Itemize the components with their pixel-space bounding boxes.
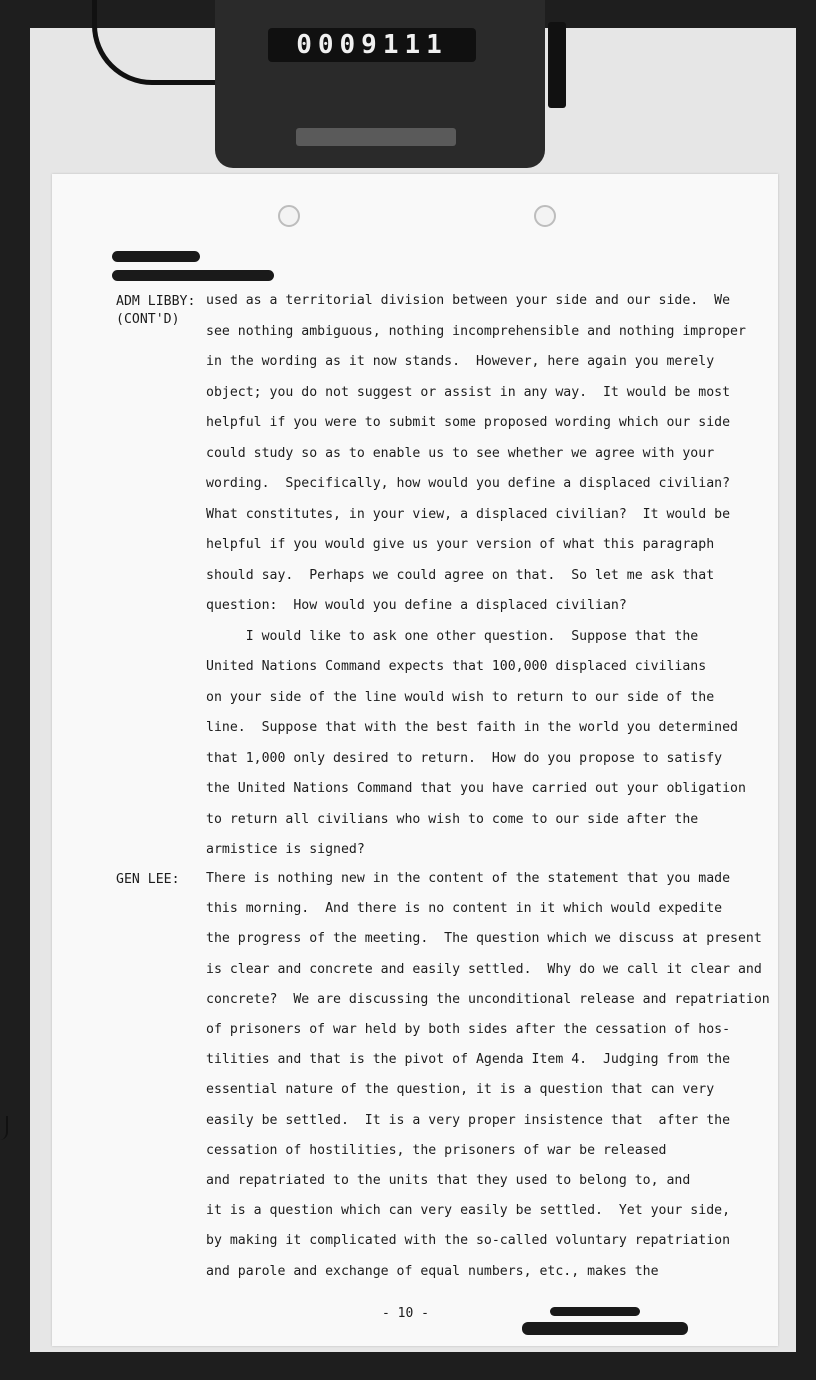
- text-line: United Nations Command expects that 100,000 displaced civilians: [206, 659, 707, 674]
- text-line: the United Nations Command that you have carried out your obligation: [206, 781, 746, 796]
- text-line: wording. Specifically, how would you define a displaced civilian?: [206, 476, 731, 491]
- text-line: this morning. And there is no content in it which would expedite: [206, 901, 723, 917]
- text-line: see nothing ambiguous, nothing incomprehensible and nothing improper: [206, 323, 746, 339]
- margin-mark: [0, 1116, 8, 1140]
- text-line: tilities and that is the pivot of Agenda Item 4. Judging from the: [206, 1052, 731, 1068]
- document-text: [52, 174, 778, 1346]
- frame-counter-digits: 0009111: [296, 30, 448, 60]
- speaker-label-libby: ADM LIBBY: (CONT'D): [116, 294, 196, 327]
- text-line: and parole and exchange of equal numbers, etc., makes the: [206, 1263, 659, 1279]
- redaction-bar-footer-2: [522, 1322, 688, 1335]
- text-line: could study so as to enable us to see whether we agree with your: [206, 445, 715, 461]
- frame-counter-window: [268, 28, 476, 62]
- text-line: that 1,000 only desired to return. How do you propose to satisfy: [206, 750, 723, 766]
- text-line: used as a territorial division between your side and our side. We: [206, 293, 731, 308]
- text-line: in the wording as it now stands. However, here again you merely: [206, 354, 715, 369]
- text-line: easily be settled. It is a very proper insistence that after the: [206, 1112, 731, 1128]
- text-line: by making it complicated with the so-called voluntary repatriation: [206, 1233, 731, 1249]
- text-line: helpful if you were to submit some proposed wording which our side: [206, 415, 731, 430]
- text-line: and repatriated to the units that they used to belong to, and: [206, 1173, 691, 1188]
- text-line: essential nature of the question, it is a question that can very: [206, 1082, 715, 1098]
- text-line: the progress of the meeting. The question which we discuss at present: [206, 931, 762, 947]
- text-line: object; you do not suggest or assist in any way. It would be most: [206, 384, 731, 400]
- text-line: I would like to ask one other question. Suppose that the: [206, 628, 699, 644]
- text-line: line. Suppose that with the best faith in the world you determined: [206, 720, 738, 735]
- text-line: it is a question which can very easily be settled. Yet your side,: [206, 1203, 731, 1219]
- text-line: of prisoners of war held by both sides after the cessation of hos-: [206, 1022, 731, 1037]
- document-page: [52, 174, 778, 1346]
- text-line: There is nothing new in the content of the statement that you made: [206, 871, 731, 886]
- text-line: is clear and concrete and easily settled. Why do we call it clear and: [206, 961, 762, 977]
- text-line: cessation of hostilities, the prisoners of war be released: [206, 1142, 667, 1158]
- text-line: on your side of the line would wish to return to our side of the: [206, 689, 715, 705]
- text-line: to return all civilians who wish to come to our side after the: [206, 811, 699, 827]
- speaker-label-lee: GEN LEE:: [116, 872, 180, 887]
- redaction-bar-footer-1: [550, 1307, 640, 1316]
- text-line: What constitutes, in your view, a displaced civilian? It would be: [206, 506, 731, 522]
- text-line: question: How would you define a displaced civilian?: [206, 598, 627, 613]
- page-number: - 10 -: [382, 1306, 429, 1321]
- text-line: should say. Perhaps we could agree on that. So let me ask that: [206, 567, 715, 583]
- counter-knob: [548, 22, 566, 108]
- counter-nameplate: [296, 128, 456, 146]
- text-line: concrete? We are discussing the unconditional release and repatriation: [206, 991, 770, 1007]
- text-line: helpful if you would give us your version of what this paragraph: [206, 537, 715, 552]
- text-line: armistice is signed?: [206, 842, 365, 857]
